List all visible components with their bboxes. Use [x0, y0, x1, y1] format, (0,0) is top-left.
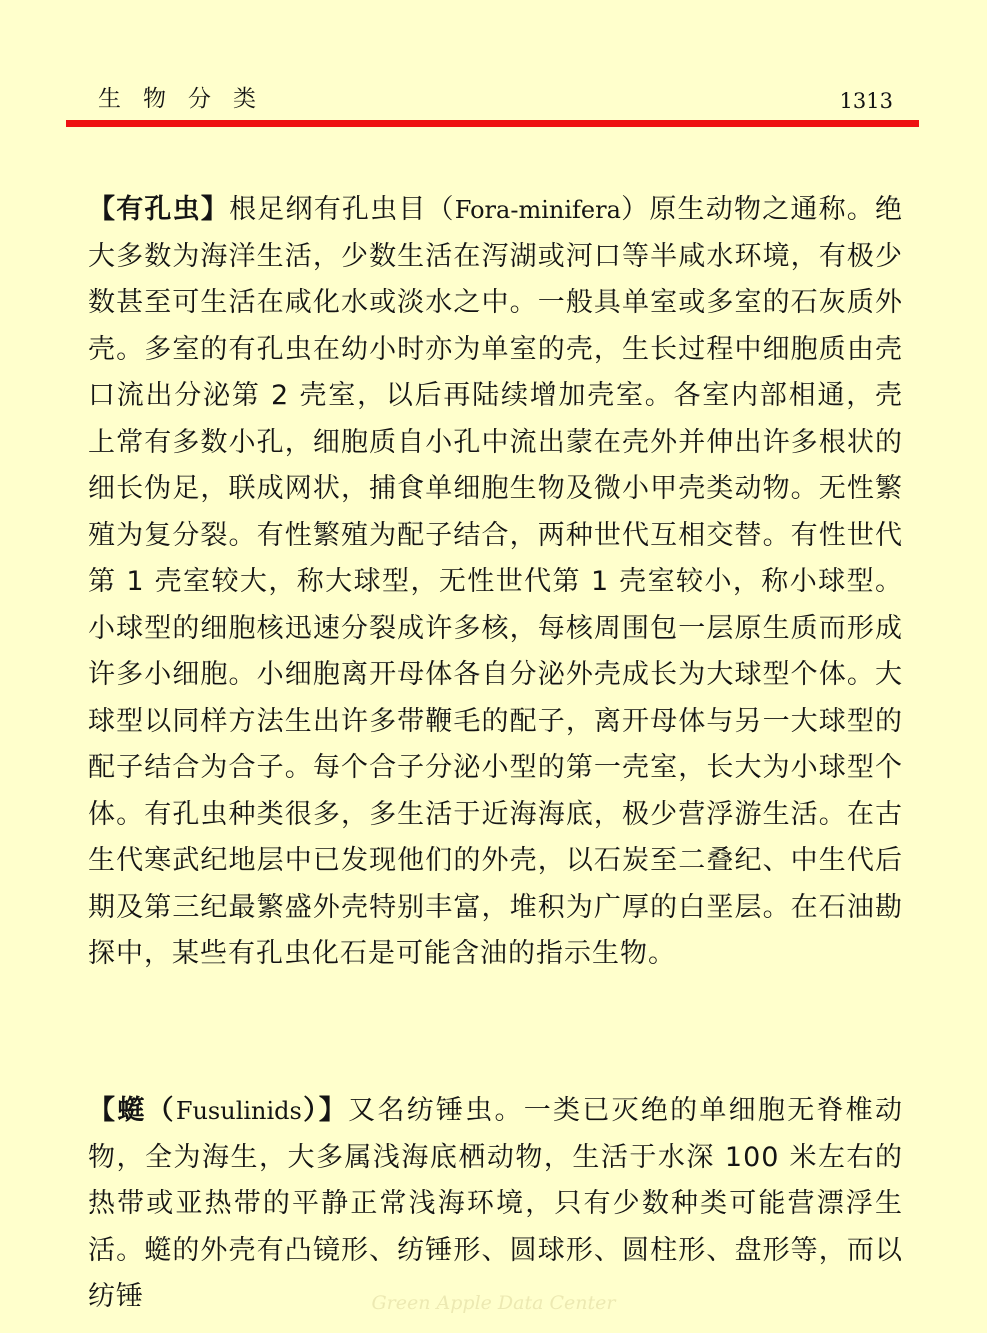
watermark: Green Apple Data Center: [371, 1292, 616, 1314]
entry-term: ）】: [301, 1095, 349, 1126]
entry-fusulinids: [88, 1088, 903, 1321]
running-header-title: 生物分类: [98, 86, 278, 112]
header-rule: [66, 120, 919, 127]
entry-term: 【有孔虫】: [88, 194, 230, 225]
entry-text: 又名纺锤虫。一类已灭绝的单细胞无脊椎动物，全为海生，大多属浅海底栖动物，生活于水深 100 米左右的热带或亚热带的平静正常浅海环境，只有少数种类可能营漂浮生活。䗴的外壳有凸镜形、纺锤形、圆球形、圆柱形、盘形等，而以纺锤: [88, 1095, 904, 1312]
entry-text: 根足纲有孔虫目（: [229, 194, 455, 225]
entry-foraminifera: [88, 187, 903, 978]
latin-name: Fusulinids: [175, 1097, 302, 1125]
page-number: 1313: [839, 89, 893, 113]
latin-name: Fora-minifera: [454, 196, 621, 224]
entry-term: 【䗴（: [88, 1095, 176, 1126]
entry-text: ）原生动物之通称。绝大多数为海洋生活，少数生活在泻湖或河口等半咸水环境，有极少数甚至可生活在咸化水或淡水之中。一般具单室或多室的石灰质外壳。多室的有孔虫在幼小时亦为单室的壳，生长过程中细胞质由壳口流出分泌第 2 壳室，以后再陆续增加壳室。各室内部相通，壳上常有多数小孔，细胞质自小孔中流出蒙在壳外并伸出许多根状的细长伪足，联成网状，捕食单细胞生物及微小甲壳类动物。无性繁殖为复分裂。有性繁殖为配子结合，两种世代互相交替。有性世代第 1 壳室较大，称大球型，无性世代第 1 壳室较小，称小球型。小球型的细胞核迅速分裂成许多核，每核周围包一层原生质而形成许多小细胞。小细胞离开母体各自分泌外壳成长为大球型个体。大球型以同样方法生出许多带鞭毛的配子，离开母体与另一大球型的配子结合为合子。每个合子分泌小型的第一壳室，长大为小球型个体。有孔虫种类很多，多生活于近海海底，极少营浮游生活。在古生代寒武纪地层中已发现他们的外壳，以石炭至二叠纪、中生代后期及第三纪最繁盛外壳特别丰富，堆积为广厚的白垩层。在石油勘探中，某些有孔虫化石是可能含油的指示生物。: [88, 194, 904, 969]
